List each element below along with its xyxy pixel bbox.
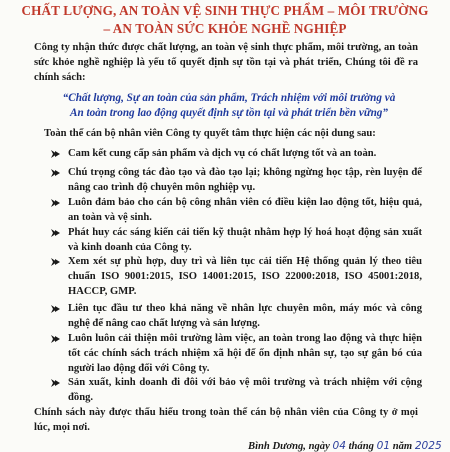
arrow-bullet-icon bbox=[50, 378, 62, 388]
list-item bbox=[68, 225, 422, 255]
arrow-bullet-icon bbox=[50, 334, 62, 344]
policy-line1: “Chất lượng, Sự an toàn của sản phẩm, Trách nhiệm với môi trường và bbox=[62, 92, 396, 104]
arrow-bullet-icon bbox=[50, 198, 62, 208]
arrow-bullet-icon bbox=[50, 304, 62, 314]
list-item-text: Luôn luôn cải thiện môi trường làm việc, an toàn trong lao động và thực hiện tốt các chính sách trách nhiệm xã hội để ổn định nhân sự, tạo sự gắn bó của người lao động đối với Công ty. bbox=[68, 333, 422, 374]
list-item-text: Cam kết cung cấp sản phẩm và dịch vụ có chất lượng tốt và an toàn. bbox=[68, 148, 377, 159]
list-item-text: Xem xét sự phù hợp, duy trì và liên tục cải tiến Hệ thống quản lý theo tiêu chuẩn ISO 9001:2015, ISO 14001:2015, ISO 22000:2018, ISO 45001:2018, HACCP, GMP. bbox=[68, 256, 422, 297]
list-item bbox=[68, 331, 422, 376]
list-item-text: Sản xuất, kinh doanh đi đôi với bảo vệ môi trường và trách nhiệm với cộng đồng. bbox=[68, 377, 422, 403]
policy-line2: An toàn trong lao động quyết định sự tồn tại và phát triển bền vững” bbox=[69, 107, 388, 119]
list-item bbox=[68, 375, 422, 405]
date-year-label: năm bbox=[392, 441, 413, 452]
document-title-line2: – AN TOÀN SỨC KHỎE NGHỀ NGHIỆP bbox=[103, 21, 347, 36]
date-line bbox=[248, 440, 442, 452]
list-item bbox=[68, 254, 422, 299]
document-title-line1: CHẤT LƯỢNG, AN TOÀN VỆ SINH THỰC PHẨM – MÔI TRƯỜNG bbox=[21, 3, 429, 18]
list-item bbox=[68, 165, 422, 195]
intro-paragraph: Công ty nhận thức được chất lượng, an toàn vệ sinh thực phẩm, môi trường, an toàn sức khỏe nghề nghiệp là yếu tố quyết định sự tồn tại và phát triển, Chúng tôi đề ra chính sách: bbox=[34, 42, 418, 83]
date-place: Bình Dương, ngày bbox=[248, 441, 330, 452]
date-month-label: tháng bbox=[348, 441, 374, 452]
arrow-bullet-icon bbox=[50, 257, 62, 267]
list-item-text: Luôn đảm bảo cho cán bộ công nhân viên có điều kiện lao động tốt, hiệu quả, an toàn và vệ sinh. bbox=[68, 197, 422, 223]
list-item bbox=[68, 146, 422, 161]
list-item bbox=[68, 301, 422, 331]
date-year: 2025 bbox=[414, 440, 442, 452]
arrow-bullet-icon bbox=[50, 228, 62, 238]
arrow-bullet-icon bbox=[50, 168, 62, 178]
date-month: 01 bbox=[376, 440, 391, 452]
list-item-text: Liên tục đầu tư theo khả năng về nhân lực chuyên môn, máy móc và công nghệ để nâng cao chất lượng và sản lượng. bbox=[68, 303, 422, 329]
list-item bbox=[68, 195, 422, 225]
list-item-text: Phát huy các sáng kiến cải tiến kỹ thuật nhằm hợp lý hoá hoạt động sản xuất và kinh doanh của Công ty. bbox=[68, 227, 422, 253]
list-item-text: Chú trọng công tác đào tạo và đào tạo lại; không ngừng học tập, rèn luyện để nâng cao trình độ chuyên môn nghiệp vụ. bbox=[68, 167, 422, 193]
closing-paragraph: Chính sách này được thấu hiểu trong toàn thể cán bộ nhân viên của Công ty ở mọi lúc, mọi nơi. bbox=[34, 407, 418, 433]
policy-statement bbox=[44, 91, 414, 121]
commitment-lead: Toàn thể cán bộ nhân viên Công ty quyết tâm thực hiện các nội dung sau: bbox=[44, 128, 376, 139]
date-day: 04 bbox=[332, 440, 346, 452]
arrow-bullet-icon bbox=[50, 149, 62, 159]
